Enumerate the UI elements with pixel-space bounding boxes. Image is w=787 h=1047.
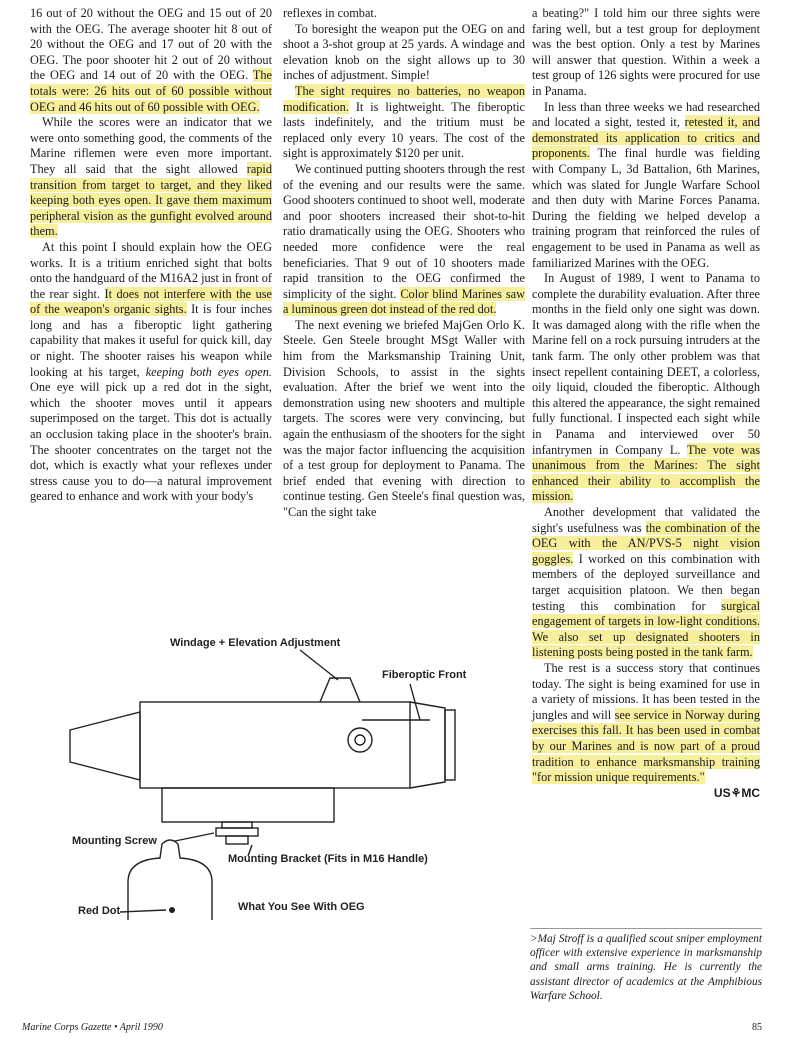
highlighted-text: rapid transition from target to target, and they liked keeping both eyes open. It gave them maximum peripheral vision as the gunfight evolved around them. (30, 161, 272, 239)
article-paragraph (283, 318, 525, 521)
fiberoptic-label: Fiberoptic Front (382, 669, 467, 681)
text-run: I worked on this combination with members of the deployed surveillance and target acquisition platoon. We then began testing this combination for (532, 551, 760, 613)
text-run: In August of 1989, I went to Panama to complete the durability evaluation. After three months in the field only one sight was down. It was damaged along with the rifle when the Marine fell on a rock pursuing intruders at the tank farm. The only other problem was that insect repellent containing DEET, a colorless, oily liquid, clouded the fiberoptic. Although this altered the appearance, the sight remained fully functional. I inspected each sight while in Panama and interviewed over 50 infantrymen in Company L. (532, 271, 760, 457)
author-bio: >Maj Stroff is a qualified scout sniper employment officer with extensive experience in marksmanship and small arms training. He is currently the assistant director of academics at the Amphibious Warfare School. (530, 928, 762, 1003)
usmc-end-mark: US⚘MC (713, 785, 760, 800)
what-you-see-label: What You See With OEG (238, 901, 365, 913)
text-run: The next evening we briefed MajGen Orlo K. Steele. Gen Steele brought MSgt Waller with him from the Marksmanship Training Unit, Division Schools, to assist in the sights evaluation. After the brief we went into the demonstration using new shooters and multiple targets. The scores were very convincing, but again the enthusiasm of the shooters for the sight was the major factor influencing the acquisition of a test group for deployment to Panama. The brief ended that evening with direction to continue testing. Gen Steele's final question was, "Can the sight take (283, 317, 525, 519)
text-run: At this point I should explain how the OEG works. It is a tritium enriched sight that bolts onto the handguard of the M16A2 just in front of the rear sight. (30, 239, 272, 301)
footer-publication: Marine Corps Gazette • April 1990 (22, 1022, 163, 1033)
sight-picture (120, 840, 212, 920)
article-paragraph (283, 6, 525, 22)
article-paragraph (283, 84, 525, 162)
article-paragraph (283, 22, 525, 84)
text-run: It is lightweight. The fiberoptic lasts indefinitely, and the tritium must be replaced only every 10 years. The cost of the sight is approximately $120 per unit. (283, 99, 525, 161)
article-column-3 (532, 6, 760, 801)
article-paragraph (30, 115, 272, 240)
text-run: The final hurdle was fielding with Company L, 3d Battalion, 6th Marines, which was slated for Jungle Warfare School and then duty with Marine Forces Panama. During the fielding we helped develop a training program that reinforced the rules of engagement to be used in Panama as well as familiarized Marines with the OEG. (532, 146, 760, 270)
text-run: Another development that validated the sight's usefulness was (532, 505, 760, 535)
article-paragraph (532, 505, 760, 661)
article-paragraph (30, 6, 272, 115)
text-run: To boresight the weapon put the OEG on and shoot a 3-shot group at 25 yards. A windage and elevation knob on the sight allows up to 30 inches of adjustment. Simple! (283, 21, 525, 83)
highlighted-text: It does not interfere with the use of the weapon's organic sights. (30, 286, 272, 317)
article-column-1 (30, 6, 272, 505)
article-paragraph (532, 100, 760, 272)
text-run: We continued putting shooters through the rest of the evening and our results were the same. Good shooters continued to shoot well, moderate and poor shooters increased their shot-to-hit ratio dramatically using the OEG. Shooters who needed more confidence were the real beneficiaries. That 9 out of 10 shooters made rapid transition to the OEG confirmed the simplicity of the sight. (283, 161, 525, 301)
text-run: reflexes in combat. (283, 6, 377, 20)
highlighted-text: see service in Norway during exercises this fall. It has been used in combat by our Marines and is now part of a proud tradition to enhance marksmanship training "for mission unique requirements." (532, 707, 760, 785)
oeg-sight-diagram (0, 620, 530, 920)
article-paragraph (30, 240, 272, 505)
text-run: The rest is a success story that continues today. The sight is being examined for use in a variety of missions. It has been tested in the jungles and will (532, 660, 760, 722)
red-dot-label: Red Dot (78, 905, 121, 917)
highlighted-text: the combination of the OEG with the AN/PVS-5 night vision goggles. (532, 520, 760, 566)
article-paragraph (532, 660, 760, 800)
windage-label: Windage + Elevation Adjustment (170, 637, 341, 649)
highlighted-text: The vote was unanimous from the Marines: The sight enhanced their ability to accomplish the mission. (532, 442, 760, 504)
text-run: While the scores were an indicator that we were onto something good, the comments of the Marine riflemen were even more important. They all said that the sight allowed (30, 115, 272, 176)
highlighted-text: The totals were: 26 hits out of 60 possible without OEG and 46 hits out of 60 possible with OEG. (30, 68, 272, 114)
highlighted-text: surgical engagement of targets in low-light conditions. We also set up designated shooters in listening posts being posted in the tank farm. (532, 598, 760, 660)
article-paragraph (532, 6, 760, 100)
mounting-screw-label: Mounting Screw (72, 835, 157, 847)
highlighted-text: The sight requires no batteries, no weapon modification. (283, 83, 525, 114)
text-run: In less than three weeks we had researched and located a sight, tested it, (532, 99, 760, 130)
page-number: 85 (752, 1022, 762, 1033)
text-run: a beating?" I told him our three sights were faring well, but a test group for deployment was the best option. Only a test by Marines will answer that question. Within a week a test group of 126 sights were procured for use in Panama. (532, 6, 760, 98)
red-dot-icon (169, 907, 175, 913)
text-run: One eye will pick up a red dot in the sight, which the shooter moves until it appears superimposed on the target. This dot is actually an occlusion taking place in the shooter's brain. The shooter concentrates on the target not the dot, which is exactly what your reflexes under stress cause you to do—a natural improvement geared to enhance and work with your body's (30, 380, 272, 504)
article-paragraph (532, 271, 760, 505)
article-paragraph (283, 162, 525, 318)
text-run: It is four inches long and has a fiberoptic light gathering capability that makes it useful for quick kill, day or night. The shooter raises his weapon while looking at his target, (30, 302, 272, 379)
highlighted-text: Color blind Marines saw a luminous green dot instead of the red dot. (283, 286, 525, 317)
text-run: 16 out of 20 without the OEG and 15 out of 20 with the OEG. The average shooter hit 8 out of 20 without the OEG and 17 out of 20 with the OEG. The poor shooter hit 2 out of 20 without the OEG and 14 out of 20 with the OEG. (30, 6, 272, 83)
text-run: keeping both eyes open. (145, 364, 272, 379)
mounting-bracket-label: Mounting Bracket (Fits in M16 Handle) (228, 853, 428, 865)
highlighted-text: retested it, and demonstrated its application to critics and proponents. (532, 115, 761, 161)
article-column-2 (283, 6, 525, 521)
